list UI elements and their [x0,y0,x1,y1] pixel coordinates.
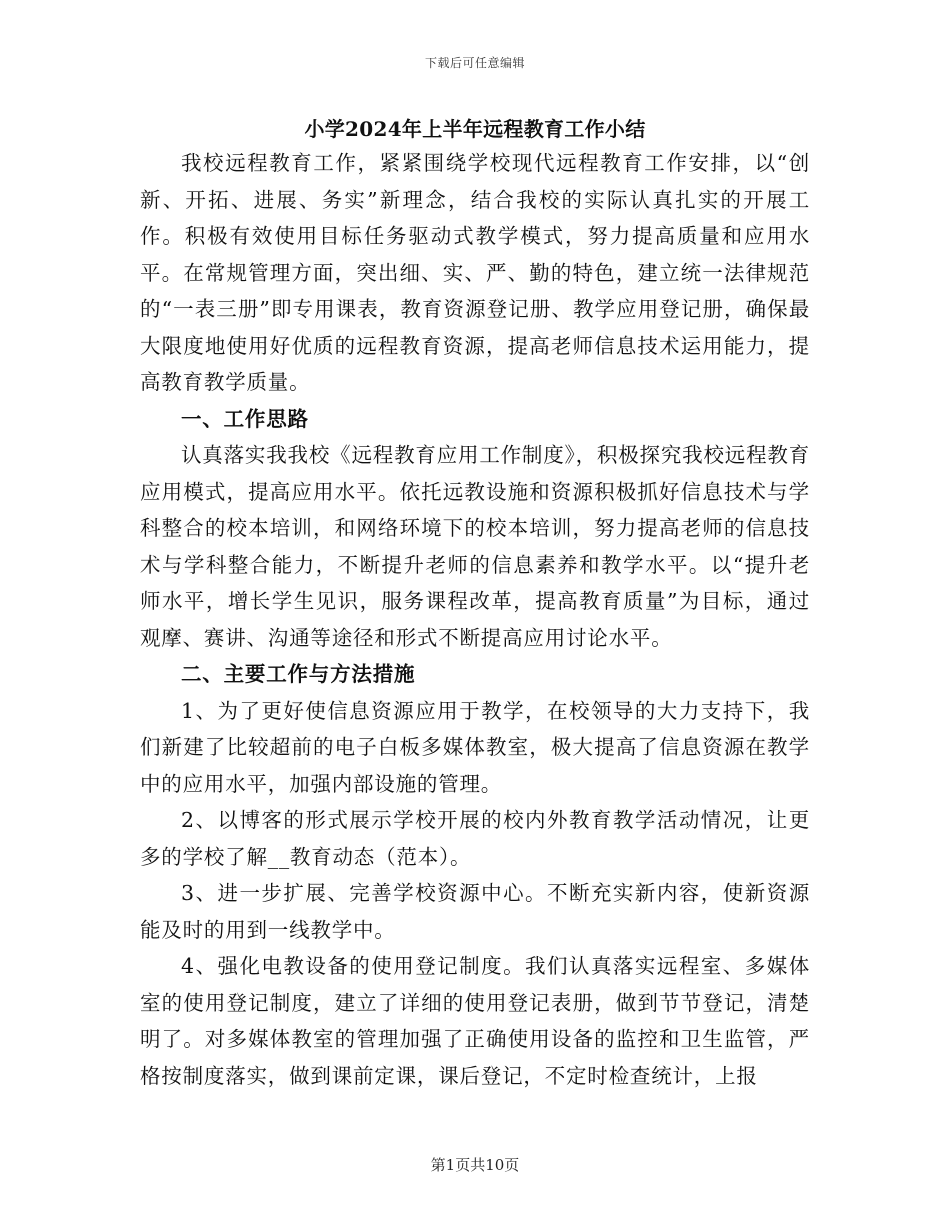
intro-paragraph: 我校远程教育工作，紧紧围绕学校现代远程教育工作安排，以“创新、开拓、进展、务实”新理念，结合我校的实际认真扎实的开展工作。积极有效使用目标任务驱动式教学模式，努力提高质量和应用水平。在常规管理方面，突出细、实、严、勤的特色，建立统一法律规范的“一表三册”即专用课表，教育资源登记册、教学应用登记册，确保最大限度地使用好优质的远程教育资源，提高老师信息技术运用能力，提高教育教学质量。 [140,151,810,394]
main-work-item-4: 4、强化电教设备的使用登记制度。我们认真落实远程室、多媒体室的使用登记制度，建立了详细的使用登记表册，做到节节登记，清楚明了。对多媒体教室的管理加强了正确使用设备的监控和卫生监管，严格按制度落实，做到课前定课，课后登记，不定时检查统计，上报 [140,954,810,1088]
document-body [140,145,810,1094]
section-heading-main-work: 二、主要工作与方法措施 [181,662,416,686]
main-work-item-1: 1、为了更好使信息资源应用于教学，在校领导的大力支持下，我们新建了比较超前的电子白板多媒体教室，极大提高了信息资源在教学中的应用水平，加强内部设施的管理。 [140,698,810,796]
work-ideas-paragraph: 认真落实我我校《远程教育应用工作制度》，积极探究我校远程教育应用模式，提高应用水平。依托远教设施和资源积极抓好信息技术与学科整合的校本培训，和网络环境下的校本培训，努力提高老师的信息技术与学科整合能力，不断提升老师的信息素养和教学水平。以“提升老师水平，增长学生见识，服务课程改革，提高教育质量”为目标，通过观摩、赛讲、沟通等途径和形式不断提高应用讨论水平。 [140,443,810,650]
section-heading-work-ideas: 一、工作思路 [181,406,309,431]
page-number-footer: 第1页共10页 [430,1156,520,1174]
document-title: 小学2024年上半年远程教育工作小结 [304,117,646,141]
main-work-item-2: 2、以博客的形式展示学校开展的校内外教育教学活动情况，让更多的学校了解__教育动态（范本）。 [140,808,810,869]
page-header-note: 下载后可任意编辑 [424,56,525,70]
main-work-item-3: 3、进一步扩展、完善学校资源中心。不断充实新内容，使新资源能及时的用到一线教学中。 [140,881,810,942]
